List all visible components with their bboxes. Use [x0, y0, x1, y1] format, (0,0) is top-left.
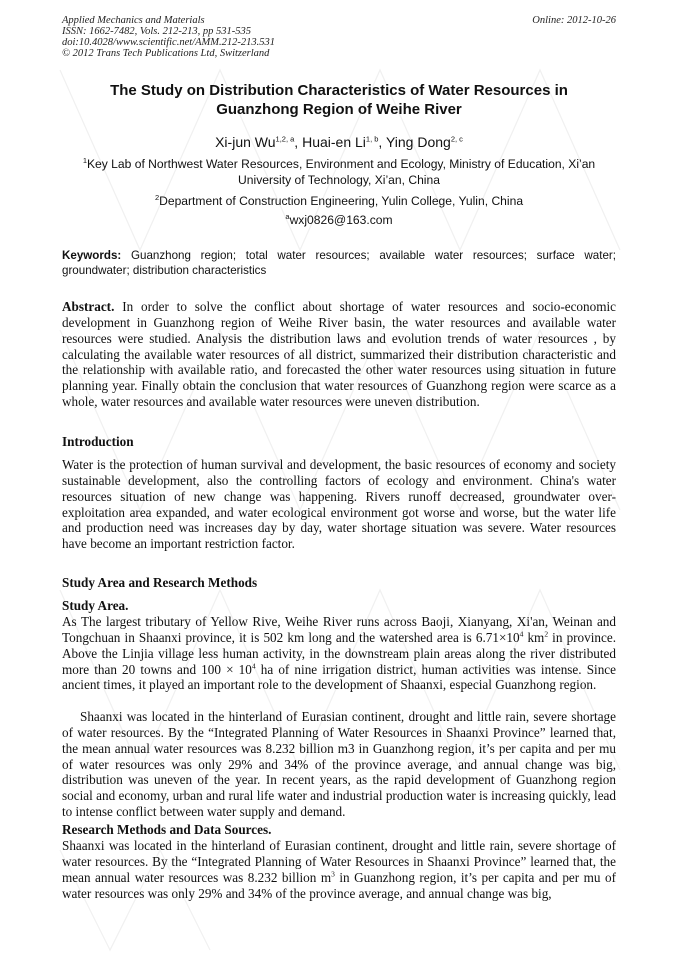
email-marker: a — [285, 211, 290, 221]
methods-subheading: Research Methods and Data Sources. — [62, 822, 272, 837]
exponent: 3 — [331, 869, 335, 879]
exponent: 2 — [544, 629, 549, 639]
paragraph-text: km — [523, 629, 545, 645]
methods-paragraph — [62, 838, 616, 901]
paragraph-text: ha of nine irrigation district, human activities was intense. Since ancient times, it played an important role to the development of Shaanxi, especial Guanzhong region. — [62, 661, 616, 693]
journal-name: Applied Mechanics and Materials — [62, 15, 205, 26]
author-superscript: 1,2, a — [275, 134, 295, 144]
affiliation-2 — [62, 193, 616, 209]
author-name: Ying Dong — [385, 134, 451, 150]
study-area-paragraph-1 — [62, 614, 616, 693]
affiliation-marker: 1 — [82, 155, 87, 165]
online-date: Online: 2012-10-26 — [532, 15, 616, 26]
paragraph-text: As The largest tributary of Yellow Rive, Weihe River runs across Baoji, Xianyang, Xi'an, Weinan and Tongchuan in Shaanxi province, it is 502 km long and the watershed area is 6.71×10 — [62, 614, 616, 645]
keywords-label: Keywords: — [62, 249, 122, 262]
doi-line: doi:10.4028/www.scientific.net/AMM.212-213.531 — [62, 37, 275, 48]
abstract-label: Abstract. — [62, 299, 115, 314]
study-area-paragraph-2: Shaanxi was located in the hinterland of Eurasian continent, drought and little rain, severe shortage of water resources. By the “Integrated Planning of Water Resources in Shaanxi Province” learned that, the mean annual water resources was 8.232 billion m3 in Guanzhong region, it’s per capita and per mu of water resources was only 29% and 34% of the province average, and annual change was big, distribution was uneven of the year. In recent years, as the rapid development of Guanzhong region social and economy, urban and rural life water and industrial production water is increasing quickly, lead to intense conflict between water supply and demand. — [62, 709, 616, 820]
paper-title: The Study on Distribution Characteristics of Water Resources in Guanzhong Region of Weihe River — [110, 82, 568, 118]
journal-header — [62, 15, 616, 59]
study-area-methods-heading: Study Area and Research Methods — [62, 575, 258, 590]
author-email — [62, 212, 616, 228]
affiliation-text: Key Lab of Northwest Water Resources, Environment and Ecology, Ministry of Education, Xi’an University of Technology, Xi’an, China — [86, 157, 596, 187]
email-text[interactable]: wxj0826@163.com — [289, 213, 393, 227]
author-separator: , — [378, 134, 386, 150]
study-area-subheading: Study Area. — [62, 598, 129, 613]
abstract — [62, 299, 616, 410]
author-superscript: 1, b — [365, 134, 379, 144]
author-name: Huai-en Li — [302, 134, 366, 150]
exponent: 4 — [251, 661, 256, 671]
copyright-line: © 2012 Trans Tech Publications Ltd, Switzerland — [62, 48, 270, 59]
paragraph-text: in Guanzhong region, it’s per capita and per mu of water resources was only 29% and 34% of the province average, and annual change was big, — [62, 869, 616, 901]
exponent: 4 — [519, 629, 524, 639]
author-separator: , — [294, 134, 303, 150]
introduction-heading: Introduction — [62, 434, 134, 449]
paragraph-text: Shaanxi was located in the hinterland of Eurasian continent, drought and little rain, severe shortage of water resources. By the “Integrated Planning of Water Resources in Shaanxi Province” learned that, the mean annual water resources was 8.232 billion m — [62, 838, 616, 885]
affiliation-text: Department of Construction Engineering, Yulin College, Yulin, China — [159, 194, 524, 208]
author-list — [62, 133, 616, 151]
issn-line: ISSN: 1662-7482, Vols. 212-213, pp 531-535 — [62, 26, 251, 37]
keywords — [62, 249, 616, 278]
abstract-text: In order to solve the conflict about shortage of water resources and socio-economic development in Guanzhong region of Weihe River basin, the water resources and available water resources were studied. Analysis the distribution laws and evolution trends of water resources , by calculating the available water resources of all district, summarized their distribution characteristic and the relationship with available ratio, and forecasted the other water resources using situation in future planning year. Finally obtain the conclusion that water resources of Guanzhong region were scarce as a whole, water resources and available water resources were uneven distribution. — [62, 299, 616, 410]
introduction-text: Water is the protection of human survival and development, the basic resources of economy and society sustainable development, also the controlling factors of ecology and environment. China's water resources situation of new change was happening. Rivers runoff decreased, groundwater over-exploitation area expanded, and water ecological environment got worse and worse, but the water life and production need was increases day by day, water shortage situation was severe. Water resources have become an important restriction factor. — [62, 457, 616, 552]
paragraph-text: in province. Above the Linjia village less human activity, in the downstream plain areas along the river distributed more than 20 towns and 100 × 10 — [62, 629, 617, 677]
affiliation-marker: 2 — [154, 192, 160, 202]
keywords-text: Guanzhong region; total water resources; available water resources; surface water; groundwater; distribution characteristics — [62, 249, 616, 277]
author-name: Xi-jun Wu — [215, 134, 276, 150]
author-superscript: 2, c — [450, 134, 463, 144]
affiliation-1 — [62, 156, 616, 188]
